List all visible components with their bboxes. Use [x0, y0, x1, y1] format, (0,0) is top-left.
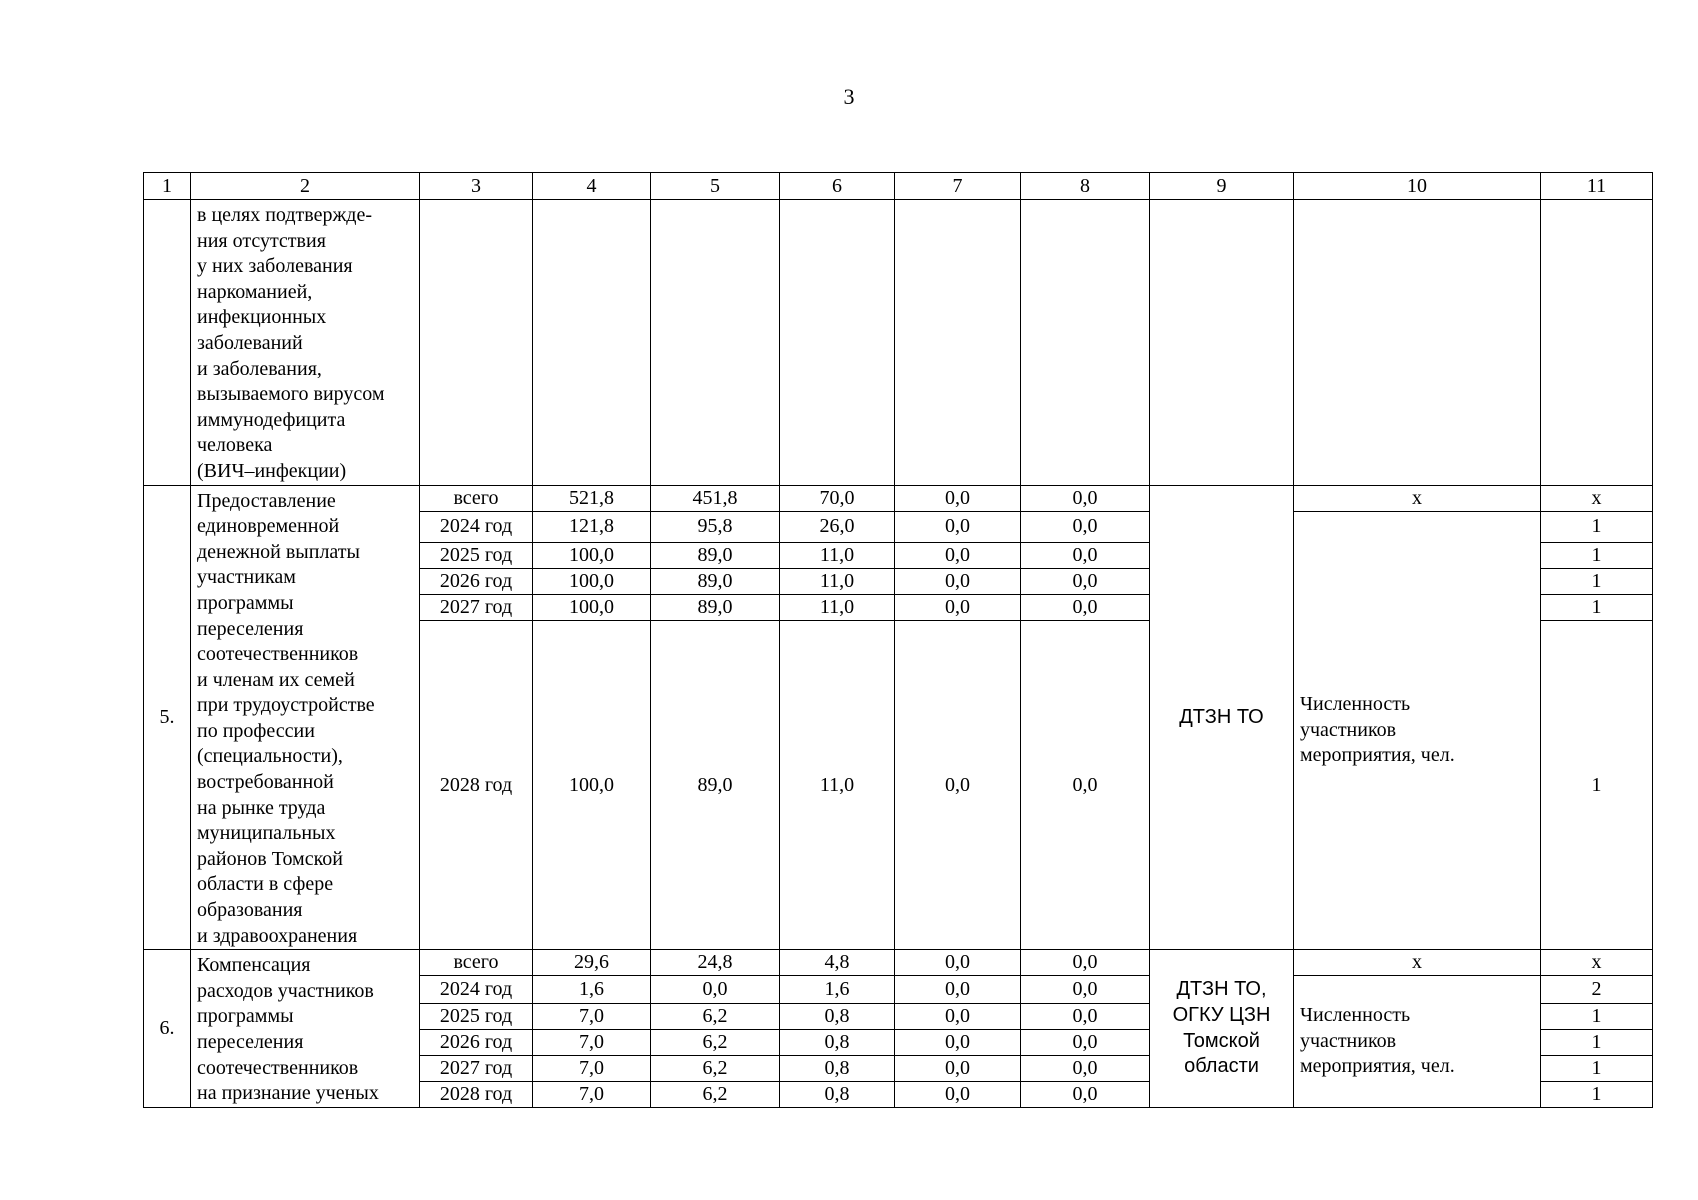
- activity-name-line: заболеваний: [197, 331, 303, 354]
- responsible-executor-cell: [1150, 950, 1294, 1108]
- program-activities-table: [143, 172, 1653, 1108]
- value-cell: 95,8: [651, 511, 780, 543]
- value-cell: 11,0: [780, 543, 895, 569]
- activity-name-line: на признание ученых: [197, 1082, 379, 1105]
- value-cell: 29,6: [533, 950, 651, 976]
- item-number-cell: 6.: [144, 950, 191, 1108]
- activity-name-line: (специальности),: [197, 745, 343, 768]
- value-cell: 0,0: [895, 569, 1021, 595]
- value-cell: 0,8: [780, 1055, 895, 1081]
- activity-name-cell: [191, 485, 420, 950]
- period-cell: 2024 год: [420, 976, 533, 1004]
- empty-cell: [420, 200, 533, 486]
- responsible-line: области: [1184, 1055, 1259, 1078]
- period-cell: всего: [420, 950, 533, 976]
- indicator-value-cell: 2: [1541, 976, 1653, 1004]
- activity-name-line: в целях подтвержде-: [197, 204, 372, 226]
- activity-name-line: вызываемого вирусом: [197, 383, 385, 406]
- value-cell: 6,2: [651, 1003, 780, 1029]
- value-cell: 0,0: [895, 595, 1021, 621]
- activity-name-line: муниципальных: [197, 822, 336, 845]
- empty-cell: [651, 200, 780, 486]
- continuation-row: [144, 200, 1653, 486]
- value-cell: 1,6: [533, 976, 651, 1004]
- value-cell: 7,0: [533, 1029, 651, 1055]
- value-cell: 6,2: [651, 1029, 780, 1055]
- value-cell: 7,0: [533, 1055, 651, 1081]
- value-cell: 0,0: [895, 621, 1021, 950]
- period-cell: 2026 год: [420, 569, 533, 595]
- value-cell: 11,0: [780, 595, 895, 621]
- item-number-cell: 5.: [144, 485, 191, 950]
- period-cell: 2028 год: [420, 1081, 533, 1107]
- empty-cell: [1150, 200, 1294, 486]
- indicator-line: мероприятия, чел.: [1300, 1055, 1455, 1078]
- empty-cell: [1021, 200, 1150, 486]
- indicator-line: мероприятия, чел.: [1300, 744, 1455, 767]
- value-cell: 89,0: [651, 621, 780, 950]
- value-cell: 0,0: [1021, 976, 1150, 1004]
- value-cell: 70,0: [780, 485, 895, 511]
- value-cell: 0,8: [780, 1081, 895, 1107]
- column-number: 8: [1021, 173, 1150, 200]
- value-cell: 11,0: [780, 621, 895, 950]
- activity-name-line: ния отсутствия: [197, 229, 326, 252]
- empty-cell: [1541, 200, 1653, 486]
- activity-name-line: и членам их семей: [197, 668, 355, 691]
- value-cell: 7,0: [533, 1081, 651, 1107]
- activity-name-line: области в сфере: [197, 873, 334, 896]
- value-cell: 0,0: [1021, 1055, 1150, 1081]
- value-cell: 0,0: [895, 511, 1021, 543]
- value-cell: 0,0: [895, 1055, 1021, 1081]
- activity-name-line: программы: [197, 591, 294, 614]
- activity-name-line: переселения: [197, 1031, 304, 1053]
- value-cell: 100,0: [533, 621, 651, 950]
- column-number: 10: [1294, 173, 1541, 200]
- value-cell: 0,0: [1021, 950, 1150, 976]
- activity-name-line: и заболевания,: [197, 357, 322, 380]
- indicator-name-cell: [1294, 511, 1541, 950]
- column-number: 3: [420, 173, 533, 200]
- activity-name-line: по профессии: [197, 719, 315, 742]
- activity-name-line: человека: [197, 434, 273, 457]
- value-cell: 0,0: [1021, 569, 1150, 595]
- value-cell: 100,0: [533, 543, 651, 569]
- value-cell: 100,0: [533, 569, 651, 595]
- value-cell: 4,8: [780, 950, 895, 976]
- activity-name-line: участникам: [197, 566, 296, 589]
- activity-name-line: (ВИЧ–инфекции): [197, 459, 347, 482]
- period-cell: 2025 год: [420, 1003, 533, 1029]
- period-cell: 2028 год: [420, 621, 533, 950]
- activity-name-line: образования: [197, 899, 303, 922]
- column-number: 7: [895, 173, 1021, 200]
- page-number: 3: [843, 84, 855, 109]
- activity-name-line: районов Томской: [197, 847, 343, 870]
- activity-name-line: наркоманией,: [197, 280, 313, 303]
- activity-name-cell: [191, 950, 420, 1108]
- value-cell: 1,6: [780, 976, 895, 1004]
- value-cell: 0,0: [1021, 485, 1150, 511]
- indicator-value-cell: 1: [1541, 595, 1653, 621]
- column-number: 2: [191, 173, 420, 200]
- value-cell: 451,8: [651, 485, 780, 511]
- activity-name-line: и здравоохранения: [197, 924, 358, 947]
- value-cell: 0,0: [1021, 1081, 1150, 1107]
- indicator-total-cell: х: [1294, 485, 1541, 511]
- indicator-value-cell: 1: [1541, 1081, 1653, 1107]
- indicator-value-cell: х: [1541, 485, 1653, 511]
- value-cell: 0,0: [1021, 543, 1150, 569]
- activity-name-line: расходов участников: [197, 979, 374, 1002]
- value-cell: 89,0: [651, 543, 780, 569]
- column-number-row: [144, 173, 1653, 200]
- value-cell: 0,0: [895, 950, 1021, 976]
- activity-name-line: соотечественников: [197, 1056, 359, 1079]
- indicator-value-cell: 1: [1541, 1029, 1653, 1055]
- activity-name-line: на рынке труда: [197, 796, 326, 819]
- value-cell: 89,0: [651, 595, 780, 621]
- responsible-line: Томской: [1183, 1029, 1260, 1052]
- value-cell: 0,0: [895, 1003, 1021, 1029]
- value-cell: 24,8: [651, 950, 780, 976]
- value-cell: 0,0: [1021, 1003, 1150, 1029]
- activity-name-line: инфекционных: [197, 306, 327, 329]
- indicator-value-cell: 1: [1541, 543, 1653, 569]
- value-cell: 89,0: [651, 569, 780, 595]
- activity-name-line: иммунодефицита: [197, 408, 346, 431]
- column-number: 4: [533, 173, 651, 200]
- indicator-line: участников: [1300, 718, 1397, 741]
- period-cell: 2027 год: [420, 595, 533, 621]
- value-cell: 0,0: [895, 1081, 1021, 1107]
- empty-cell: [895, 200, 1021, 486]
- indicator-line: Численность: [1300, 1004, 1411, 1027]
- indicator-value-cell: 1: [1541, 621, 1653, 950]
- value-cell: 0,0: [1021, 511, 1150, 543]
- indicator-value-cell: 1: [1541, 511, 1653, 543]
- activity-name-line: программы: [197, 1005, 294, 1028]
- value-cell: 100,0: [533, 595, 651, 621]
- column-number: 5: [651, 173, 780, 200]
- value-cell: 121,8: [533, 511, 651, 543]
- activity-name-line: Предоставление: [197, 489, 336, 512]
- value-cell: 11,0: [780, 569, 895, 595]
- empty-cell: [1294, 200, 1541, 486]
- indicator-value-cell: 1: [1541, 569, 1653, 595]
- value-cell: 0,0: [1021, 621, 1150, 950]
- value-cell: 0,0: [895, 976, 1021, 1004]
- responsible-line: ДТЗН ТО,: [1176, 978, 1267, 1001]
- value-cell: 26,0: [780, 511, 895, 543]
- value-cell: 6,2: [651, 1055, 780, 1081]
- column-number: 11: [1541, 173, 1653, 200]
- empty-cell: [780, 200, 895, 486]
- activity-name-line: востребованной: [197, 771, 334, 794]
- value-cell: 0,0: [651, 976, 780, 1004]
- indicator-value-cell: х: [1541, 950, 1653, 976]
- empty-cell: [533, 200, 651, 486]
- activity-name-line: соотечественников: [197, 643, 359, 666]
- value-cell: 0,0: [895, 543, 1021, 569]
- column-number: 9: [1150, 173, 1294, 200]
- value-cell: 0,8: [780, 1029, 895, 1055]
- period-cell: 2027 год: [420, 1055, 533, 1081]
- period-cell: 2026 год: [420, 1029, 533, 1055]
- indicator-line: участников: [1300, 1029, 1397, 1052]
- item-number-cell: [144, 200, 191, 486]
- value-cell: 521,8: [533, 485, 651, 511]
- column-number: 6: [780, 173, 895, 200]
- indicator-value-cell: 1: [1541, 1055, 1653, 1081]
- activity-name-line: денежной выплаты: [197, 540, 360, 563]
- period-cell: всего: [420, 485, 533, 511]
- value-cell: 0,0: [895, 485, 1021, 511]
- responsible-line: ДТЗН ТО: [1179, 705, 1264, 728]
- column-number: 1: [144, 173, 191, 200]
- indicator-value-cell: 1: [1541, 1003, 1653, 1029]
- activity-name-line: Компенсация: [197, 954, 311, 977]
- period-cell: 2024 год: [420, 511, 533, 543]
- responsible-line: ОГКУ ЦЗН: [1172, 1003, 1271, 1026]
- activity-name-line: у них заболевания: [197, 255, 353, 278]
- value-cell: 6,2: [651, 1081, 780, 1107]
- value-cell: 0,0: [1021, 1029, 1150, 1055]
- value-cell: 0,8: [780, 1003, 895, 1029]
- value-cell: 0,0: [895, 1029, 1021, 1055]
- activity-name-cell: [191, 200, 420, 486]
- value-cell: 7,0: [533, 1003, 651, 1029]
- activity-name-line: переселения: [197, 617, 304, 640]
- period-cell: 2025 год: [420, 543, 533, 569]
- indicator-name-cell: [1294, 976, 1541, 1108]
- activity-name-line: при трудоустройстве: [197, 694, 375, 717]
- responsible-executor-cell: [1150, 485, 1294, 950]
- item6-row-total: [144, 950, 1653, 976]
- value-cell: 0,0: [1021, 595, 1150, 621]
- activity-name-line: единовременной: [197, 515, 340, 538]
- item5-row-total: [144, 485, 1653, 511]
- indicator-line: Численность: [1300, 692, 1411, 715]
- indicator-total-cell: х: [1294, 950, 1541, 976]
